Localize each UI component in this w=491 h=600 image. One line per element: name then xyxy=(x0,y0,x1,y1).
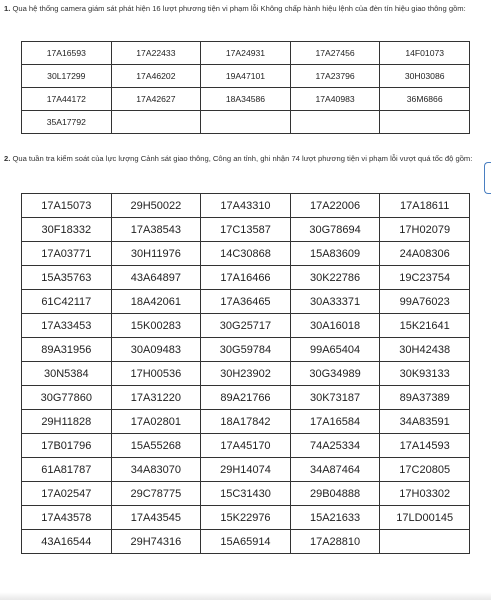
plate-cell: 18A34586 xyxy=(201,88,291,111)
plate-cell: 89A21766 xyxy=(201,386,291,410)
plate-cell: 15C31430 xyxy=(201,482,291,506)
plate-cell: 36M6866 xyxy=(380,88,470,111)
plate-cell: 34A83070 xyxy=(111,458,201,482)
plate-cell: 30A16018 xyxy=(290,314,380,338)
plate-cell: 29H74316 xyxy=(111,530,201,554)
table-row xyxy=(22,111,470,134)
plate-cell: 35A17792 xyxy=(22,111,112,134)
plate-cell: 17A15073 xyxy=(22,194,112,218)
plate-cell: 15A21633 xyxy=(290,506,380,530)
plate-cell: 17A46202 xyxy=(111,65,201,88)
plate-cell: 30K93133 xyxy=(380,362,470,386)
plate-cell: 17LD00145 xyxy=(380,506,470,530)
plate-cell: 29H11828 xyxy=(22,410,112,434)
table-row xyxy=(22,362,470,386)
plate-cell: 30H03086 xyxy=(380,65,470,88)
plate-cell: 30K73187 xyxy=(290,386,380,410)
table-row xyxy=(22,386,470,410)
plate-cell: 17A23796 xyxy=(290,65,380,88)
plate-cell: 17A43310 xyxy=(201,194,291,218)
plate-cell: 30H11976 xyxy=(111,242,201,266)
plate-cell: 61C42117 xyxy=(22,290,112,314)
plate-cell: 43A16544 xyxy=(22,530,112,554)
plate-cell xyxy=(290,111,380,134)
plate-cell: 34A83591 xyxy=(380,410,470,434)
plate-cell: 15A35763 xyxy=(22,266,112,290)
plate-cell: 29H50022 xyxy=(111,194,201,218)
plate-cell: 30A09483 xyxy=(111,338,201,362)
bottom-fade xyxy=(0,592,491,600)
plate-cell: 17C13587 xyxy=(201,218,291,242)
plate-cell: 15A55268 xyxy=(111,434,201,458)
plate-cell xyxy=(380,111,470,134)
plate-cell: 17A44172 xyxy=(22,88,112,111)
plate-cell: 61A81787 xyxy=(22,458,112,482)
table-row xyxy=(22,482,470,506)
plate-cell: 17A27456 xyxy=(290,42,380,65)
plate-cell: 17A22433 xyxy=(111,42,201,65)
plate-cell: 34A87464 xyxy=(290,458,380,482)
plate-cell: 17A40983 xyxy=(290,88,380,111)
plate-cell: 15A83609 xyxy=(290,242,380,266)
plate-cell: 15K00283 xyxy=(111,314,201,338)
section-2-paragraph xyxy=(4,152,482,166)
plate-cell: 30K22786 xyxy=(290,266,380,290)
section-1-number: 1. xyxy=(4,4,11,13)
table-row xyxy=(22,65,470,88)
plate-cell: 17A45170 xyxy=(201,434,291,458)
plate-cell: 30G77860 xyxy=(22,386,112,410)
table-row xyxy=(22,410,470,434)
table-row xyxy=(22,506,470,530)
plate-cell: 24A08306 xyxy=(380,242,470,266)
plate-cell: 30G34989 xyxy=(290,362,380,386)
plate-cell: 17A43545 xyxy=(111,506,201,530)
plate-cell: 30A33371 xyxy=(290,290,380,314)
plate-cell: 17A22006 xyxy=(290,194,380,218)
scroll-edge-handle[interactable] xyxy=(484,162,491,194)
section-2-text: Qua tuần tra kiểm soát của lực lượng Cảnh sát giao thông, Công an tỉnh, ghi nhận 74 lượt phương tiện vi phạm lỗi vượt quá tốc độ gồm: xyxy=(12,154,473,163)
plate-cell: 14C30868 xyxy=(201,242,291,266)
plate-cell: 89A37389 xyxy=(380,386,470,410)
plate-cell: 17A33453 xyxy=(22,314,112,338)
plate-cell: 17A14593 xyxy=(380,434,470,458)
table-row xyxy=(22,314,470,338)
plate-cell: 17A31220 xyxy=(111,386,201,410)
plate-cell: 17A03771 xyxy=(22,242,112,266)
plate-cell: 17A38543 xyxy=(111,218,201,242)
plate-cell: 30L17299 xyxy=(22,65,112,88)
plate-cell: 74A25334 xyxy=(290,434,380,458)
table-row xyxy=(22,434,470,458)
plate-cell: 17A02801 xyxy=(111,410,201,434)
plate-cell: 30G59784 xyxy=(201,338,291,362)
plate-cell: 19C23754 xyxy=(380,266,470,290)
table-row xyxy=(22,88,470,111)
section-2-number: 2. xyxy=(4,154,11,163)
section-1-plate-table xyxy=(21,41,470,134)
plate-cell: 30G78694 xyxy=(290,218,380,242)
plate-cell: 30G25717 xyxy=(201,314,291,338)
plate-cell xyxy=(201,111,291,134)
plate-cell xyxy=(380,530,470,554)
plate-cell: 29B04888 xyxy=(290,482,380,506)
plate-cell: 17H03302 xyxy=(380,482,470,506)
plate-cell: 17H02079 xyxy=(380,218,470,242)
plate-cell: 17C20805 xyxy=(380,458,470,482)
table-row xyxy=(22,242,470,266)
table-row xyxy=(22,266,470,290)
plate-cell: 19A47101 xyxy=(201,65,291,88)
plate-cell: 17A16593 xyxy=(22,42,112,65)
table-row xyxy=(22,338,470,362)
section-1-text: Qua hệ thống camera giám sát phát hiện 16 lượt phương tiện vi phạm lỗi Không chấp hành hiệu lệnh của đèn tín hiệu giao thông gồm: xyxy=(12,4,466,13)
plate-cell: 18A17842 xyxy=(201,410,291,434)
plate-cell: 17A24931 xyxy=(201,42,291,65)
plate-cell: 15A65914 xyxy=(201,530,291,554)
plate-cell: 17A02547 xyxy=(22,482,112,506)
plate-cell: 17A36465 xyxy=(201,290,291,314)
table-row xyxy=(22,458,470,482)
plate-cell: 99A65404 xyxy=(290,338,380,362)
plate-cell: 43A64897 xyxy=(111,266,201,290)
plate-cell: 17A16584 xyxy=(290,410,380,434)
plate-cell: 30F18332 xyxy=(22,218,112,242)
plate-cell: 18A42061 xyxy=(111,290,201,314)
plate-cell: 14F01073 xyxy=(380,42,470,65)
plate-cell: 30N5384 xyxy=(22,362,112,386)
plate-cell: 99A76023 xyxy=(380,290,470,314)
section-1-paragraph xyxy=(4,2,482,16)
plate-cell: 17A16466 xyxy=(201,266,291,290)
plate-cell: 29H14074 xyxy=(201,458,291,482)
table-row xyxy=(22,290,470,314)
table-row xyxy=(22,194,470,218)
plate-cell: 30H23902 xyxy=(201,362,291,386)
table-row xyxy=(22,42,470,65)
plate-cell: 17A42627 xyxy=(111,88,201,111)
plate-cell: 17A43578 xyxy=(22,506,112,530)
section-2-plate-table xyxy=(21,193,470,554)
plate-cell: 15K22976 xyxy=(201,506,291,530)
plate-cell: 17A28810 xyxy=(290,530,380,554)
plate-cell: 89A31956 xyxy=(22,338,112,362)
plate-cell: 17B01796 xyxy=(22,434,112,458)
plate-cell: 17H00536 xyxy=(111,362,201,386)
plate-cell: 29C78775 xyxy=(111,482,201,506)
table-row xyxy=(22,530,470,554)
plate-cell: 17A18611 xyxy=(380,194,470,218)
table-row xyxy=(22,218,470,242)
plate-cell xyxy=(111,111,201,134)
plate-cell: 15K21641 xyxy=(380,314,470,338)
plate-cell: 30H42438 xyxy=(380,338,470,362)
